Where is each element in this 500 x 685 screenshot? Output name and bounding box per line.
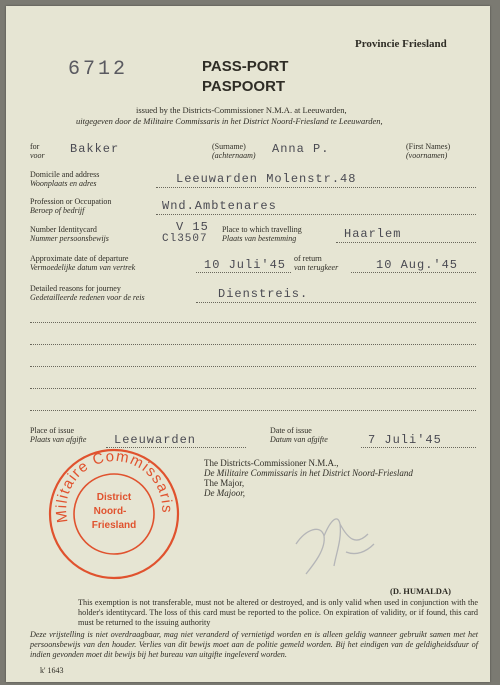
issued-nl: uitgegeven door de Militaire Commissaris in het District Noord-Friesland te Leeuwarden, (76, 116, 383, 126)
profession-value: Wnd.Ambtenares (162, 199, 277, 213)
stamp-ring-text: Militaire Commissaris (52, 447, 176, 524)
for-label-nl: voor (30, 151, 45, 160)
profession-label-en: Profession or Occupation (30, 197, 112, 206)
idcard-label-nl: Nummer persoonsbewijs (30, 234, 109, 243)
for-label-en: for (30, 142, 40, 151)
first-names-value: Anna P. (272, 142, 330, 156)
reasons-line-2 (30, 322, 476, 323)
title-en: PASS-PORT (202, 58, 289, 75)
print-code: k' 1643 (40, 666, 64, 675)
travel-label-en: Place to which travelling (222, 225, 302, 234)
signatory-name: (D. HUMALDA) (390, 586, 451, 596)
depart-value: 10 Juli'45 (204, 258, 287, 272)
signatory-rank-en: The Major, (204, 478, 245, 488)
reasons-label-en: Detailed reasons for journey (30, 284, 121, 293)
signatory-title-en: The Districts-Commissioner N.M.A., (204, 458, 339, 468)
issued-en: issued by the Districts-Commissioner N.M.A. at Leeuwarden, (136, 105, 347, 115)
place-of-issue-label-nl: Plaats van afgifte (30, 435, 87, 444)
return-label-en: of return (294, 254, 322, 263)
idcard-number: Cl3507 (162, 233, 208, 245)
document-number: 6712 (68, 58, 129, 81)
domicile-value: Leeuwarden Molenstr.48 (176, 172, 357, 186)
reasons-line-5 (30, 388, 476, 389)
date-of-issue-value: 7 Juli'45 (368, 433, 442, 447)
reasons-value: Dienstreis. (218, 287, 309, 301)
reasons-line-6 (30, 410, 476, 411)
profession-line (156, 214, 476, 215)
first-names-label-nl: (voornamen) (406, 151, 448, 160)
reasons-line-1 (196, 302, 476, 303)
reasons-line-3 (30, 344, 476, 345)
idcard-label-en: Number Identitycard (30, 225, 97, 234)
stamp-line-3: Friesland (91, 520, 137, 531)
travel-value: Haarlem (344, 227, 402, 241)
date-of-issue-label-en: Date of issue (270, 426, 312, 435)
province-label: Provincie Friesland (355, 38, 447, 50)
date-of-issue-line (361, 447, 476, 448)
surname-label-en: (Surname) (212, 142, 246, 151)
date-of-issue-label-nl: Datum van afgifte (270, 435, 328, 444)
signatory-title-nl: De Militaire Commissaris in het District Noord-Friesland (204, 468, 413, 478)
reasons-label-nl: Gedetailleerde redenen voor de reis (30, 293, 145, 302)
domicile-label-en: Domicile and address (30, 170, 100, 179)
return-value: 10 Aug.'45 (376, 258, 459, 272)
profession-label-nl: Beroep of bedrijf (30, 206, 85, 215)
depart-line (196, 272, 291, 273)
passport-document (6, 6, 490, 682)
domicile-label-nl: Woonplaats en adres (30, 179, 97, 188)
travel-line (336, 242, 476, 243)
return-label-nl: van terugkeer (294, 263, 339, 272)
return-line (351, 272, 476, 273)
travel-label-nl: Plaats van bestemming (222, 234, 297, 243)
handwritten-signature (276, 494, 386, 584)
place-of-issue-label-en: Place of issue (30, 426, 74, 435)
domicile-line (156, 187, 476, 188)
official-stamp (44, 444, 184, 584)
signatory-rank-nl: De Majoor, (204, 488, 245, 498)
reasons-line-4 (30, 366, 476, 367)
surname-label-nl: (achternaam) (212, 151, 256, 160)
stamp-line-1: District (96, 492, 132, 503)
place-of-issue-value: Leeuwarden (114, 433, 197, 447)
footer-text-en: This exemption is not transferable, must not be altered or destroyed, and is only valid when used in conjunction with the holder's identitycard. The loss of this card must be reported to the police. On expiration of validity, or if found, this card must be returned to the issuing authority (78, 598, 478, 627)
title-nl: PASPOORT (202, 78, 286, 95)
depart-label-nl: Vermoedelijke datum van vertrek (30, 263, 136, 272)
first-names-label-en: (First Names) (406, 142, 451, 151)
stamp-line-2: Noord- (93, 506, 127, 517)
idcard-series: V 15 (176, 220, 209, 234)
surname-value: Bakker (70, 142, 120, 156)
footer-text-nl: Deze vrijstelling is niet overdraagbaar, mag niet veranderd of vernietigd worden en is alleen geldig wanneer gebruikt samen met het persoonsbewijs van den houder. Verlies van dit bewijs moet aan de politie gemeld worden. Bij het eindigen van de geldigheidsduur of indien gevonden moet dit bewijs bij het bureau van uitgifte ingeleverd worden. (30, 630, 478, 659)
depart-label-en: Approximate date of departure (30, 254, 129, 263)
